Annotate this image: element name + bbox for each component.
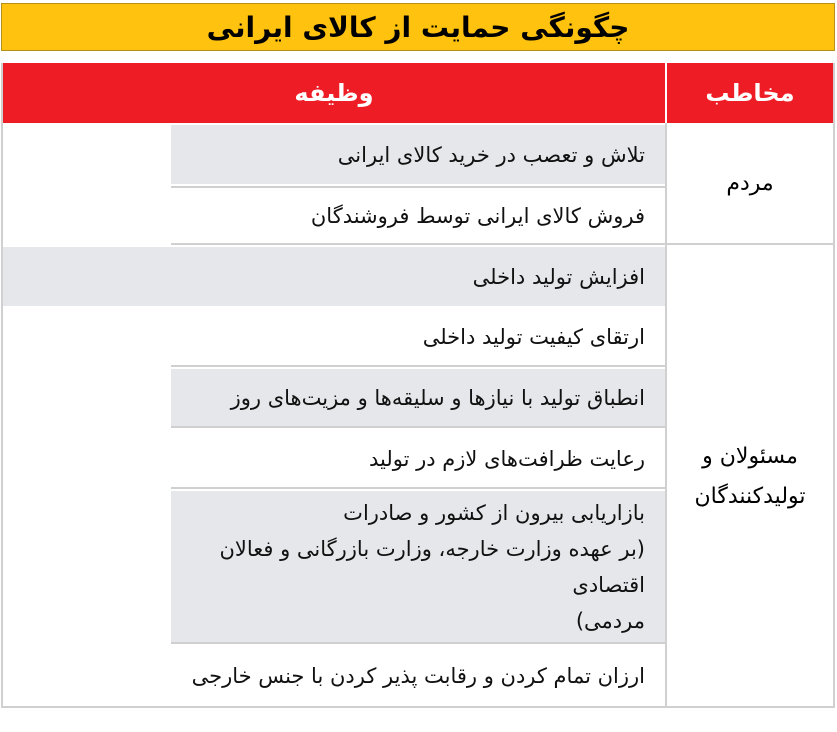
duty-row: ارتقای کیفیت تولید داخلی bbox=[171, 308, 665, 367]
duty-row: افزایش تولید داخلی bbox=[3, 247, 665, 306]
table-title-bar bbox=[1, 3, 835, 51]
audience-officials-line1: مسئولان و bbox=[702, 443, 798, 469]
duty-row: رعایت ظرافت‌های لازم در تولید bbox=[171, 430, 665, 489]
duty-row: انطباق تولید با نیازها و سلیقه‌ها و مزیت‌های روز bbox=[171, 369, 665, 428]
audience-people bbox=[667, 125, 833, 245]
header-audience-label: مخاطب bbox=[705, 79, 795, 107]
audience-officials-producers bbox=[667, 247, 833, 706]
table-title: چگونگی حمایت از کالای ایرانی bbox=[206, 10, 630, 44]
header-duty bbox=[3, 63, 665, 123]
duty-row: ارزان تمام کردن و رقابت پذیر کردن با جنس خارجی bbox=[171, 646, 665, 706]
header-duty-label: وظیفه bbox=[294, 79, 374, 107]
support-table bbox=[1, 63, 835, 708]
header-audience bbox=[667, 63, 833, 123]
audience-officials-line2: تولیدکنندگان bbox=[694, 483, 806, 509]
duty-row-export: بازاریابی بیرون از کشور و صادرات (بر عهده وزارت خارجه، وزارت بازرگانی و فعالان اقتصادی مردمی) bbox=[171, 491, 665, 644]
audience-people-label: مردم bbox=[726, 171, 774, 196]
duty-row: فروش کالای ایرانی توسط فروشندگان bbox=[171, 186, 665, 245]
duty-row: تلاش و تعصب در خرید کالای ایرانی bbox=[171, 125, 665, 184]
